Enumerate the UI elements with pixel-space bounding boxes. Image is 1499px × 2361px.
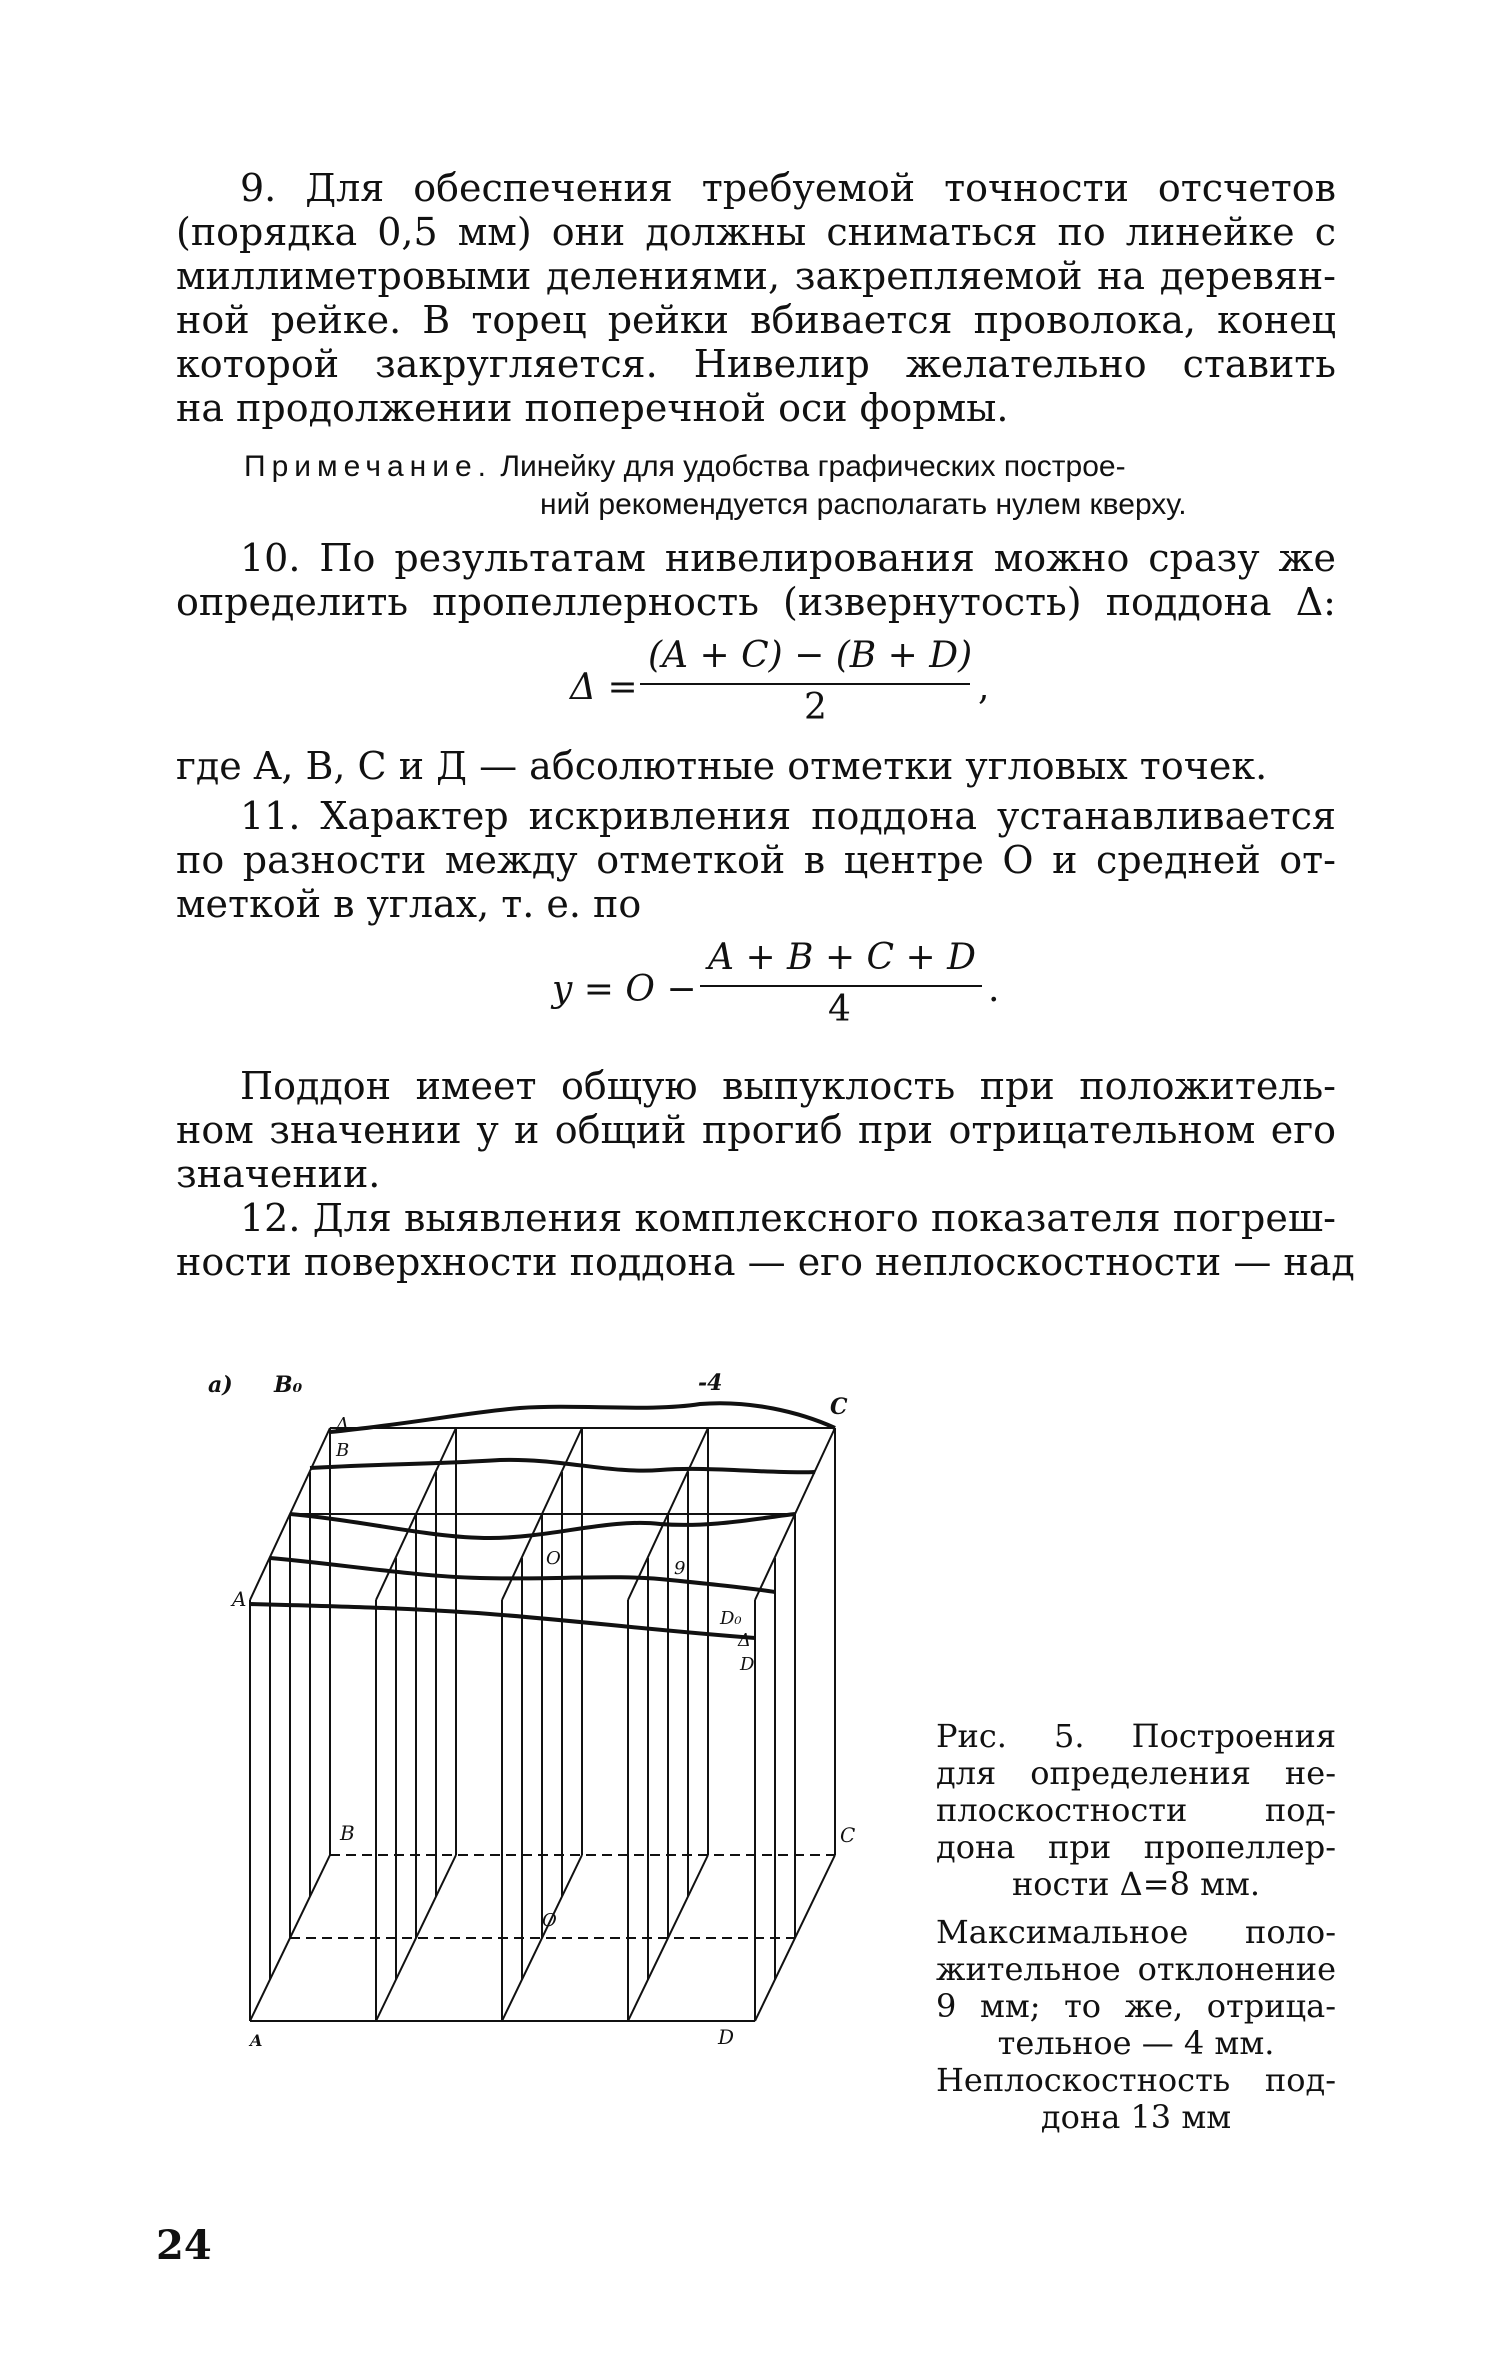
formula-numerator: A + B + C + D — [708, 937, 977, 978]
caption-line: Неплоскостность под- — [936, 2061, 1336, 2099]
text-line: ной рейке. В торец рейки вбивается проволока, конец — [176, 298, 1336, 342]
label-c-top: C — [830, 1394, 848, 1420]
note-line-2: ний рекомендуется располагать нулем кверху. — [540, 488, 1187, 521]
caption-line: 9 мм; то же, отрица- — [936, 1987, 1336, 2025]
formula-denominator: 4 — [828, 989, 851, 1030]
text-line: 11. Характер искривления поддона устанавливается — [240, 794, 1336, 838]
text-line: где A, B, C и Д — абсолютные отметки угловых точек. — [176, 744, 1268, 788]
text-line: на продолжении поперечной оси формы. — [176, 386, 1009, 430]
note-line-1 — [244, 448, 1334, 486]
label-b0: B₀ — [274, 1372, 303, 1398]
page-number: 24 — [156, 2222, 212, 2269]
caption-line: дона при пропеллер- — [936, 1828, 1336, 1866]
caption-line: тельное — 4 мм. — [997, 2024, 1275, 2062]
paragraph-10 — [176, 536, 1336, 624]
fraction-bar — [640, 683, 970, 685]
figure-caption — [936, 1718, 1336, 1903]
label-b-mid: B — [336, 1440, 350, 1461]
figure-5-diagram — [208, 1368, 870, 2050]
formula-lhs: y = O − — [552, 969, 697, 1010]
note-block — [244, 448, 1334, 524]
text-line: 10. По результатам нивелирования можно сразу же — [240, 536, 1336, 580]
caption-line: Рис. 5. Построения — [936, 1717, 1336, 1755]
caption-line: для определения не- — [936, 1754, 1336, 1792]
note-label: Примечание. — [244, 450, 492, 483]
text-line: определить пропеллерность (извернутость) поддона Δ: — [176, 580, 1336, 624]
label-a-low: A — [250, 2031, 263, 2050]
text-line: миллиметровыми делениями, закрепляемой на деревян- — [176, 254, 1336, 298]
label-a: а) — [208, 1372, 233, 1398]
formula-tail: , — [978, 667, 990, 708]
formula-explanation — [176, 744, 1336, 788]
fraction-bar — [700, 985, 982, 987]
formula-lhs: Δ = — [570, 667, 638, 708]
text-line: которой закругляется. Нивелир желательно ставить — [176, 342, 1336, 386]
caption-line: плоскостности под- — [936, 1791, 1336, 1829]
paragraph-11b — [176, 1064, 1336, 1196]
label-nine: 9 — [674, 1558, 686, 1579]
label-delta-2: Δ — [738, 1630, 751, 1651]
label-o-mid: O — [546, 1548, 561, 1569]
paragraph-11 — [176, 794, 1336, 926]
text-line: меткой в углах, т. е. по — [176, 882, 642, 926]
formula-denominator: 2 — [804, 687, 827, 728]
text-line: по разности между отметкой в центре O и средней от- — [176, 838, 1336, 882]
formula-numerator: (A + C) − (B + D) — [648, 635, 973, 676]
label-d0: D₀ — [720, 1608, 742, 1629]
text-line: 9. Для обеспечения требуемой точности отсчетов — [240, 166, 1336, 210]
label-b-low: B — [340, 1821, 355, 1845]
text-line: (порядка 0,5 мм) они должны сниматься по линейке с — [176, 210, 1336, 254]
caption-line: жительное отклонение — [936, 1950, 1336, 1988]
paragraph-12 — [176, 1196, 1355, 1284]
label-d-low: D — [718, 2025, 735, 2049]
figure-caption-note — [936, 1914, 1336, 2136]
label-d-mid: D — [740, 1654, 755, 1675]
text-line: ном значении y и общий прогиб при отрицательном его — [176, 1108, 1336, 1152]
caption-line: ности Δ=8 мм. — [1011, 1865, 1261, 1903]
box-wireframe — [250, 1428, 835, 2021]
caption-line: дона 13 мм — [1040, 2098, 1232, 2136]
label-minus4: -4 — [698, 1370, 723, 1396]
label-c-low: C — [840, 1823, 856, 1847]
text-line: 12. Для выявления комплексного показателя погреш- — [240, 1196, 1336, 1240]
label-o-low: O — [542, 1910, 557, 1931]
formula-tail: . — [988, 969, 1000, 1010]
paragraph-9 — [176, 166, 1336, 430]
label-a-mid: A — [232, 1587, 247, 1611]
label-delta-1: Δ — [336, 1414, 349, 1435]
text-line: ности поверхности поддона — его неплоскостности — над — [176, 1240, 1355, 1284]
caption-line: Максимальное поло- — [936, 1913, 1336, 1951]
text-line: значении. — [176, 1152, 381, 1196]
note-text-1: Линейку для удобства графических построе- — [500, 450, 1126, 483]
text-line: Поддон имеет общую выпуклость при положитель- — [240, 1064, 1336, 1108]
